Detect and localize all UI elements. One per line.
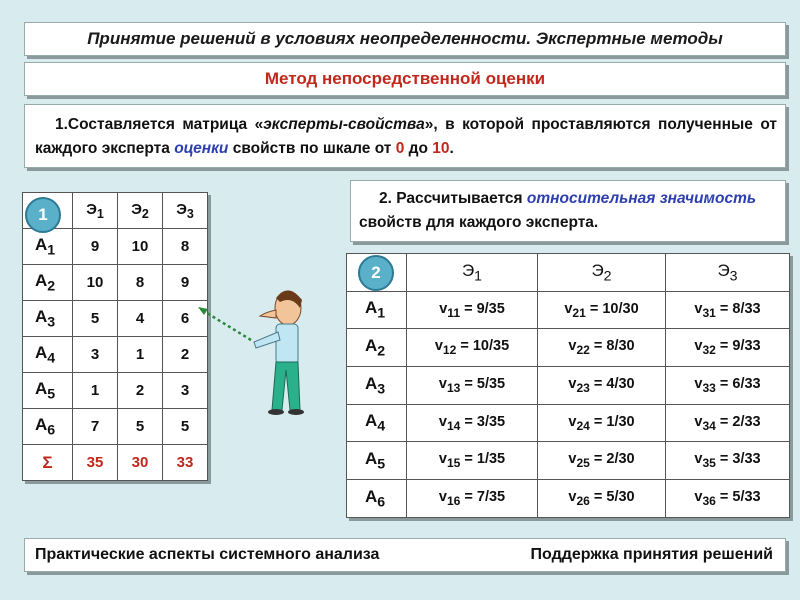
property-label <box>23 373 73 409</box>
score-cell: 5 <box>73 301 118 337</box>
expert-index: 2 <box>141 206 149 221</box>
v-letter: v <box>438 451 447 468</box>
property-label <box>347 329 407 367</box>
expert-letter: Э <box>461 260 475 280</box>
property-label <box>347 480 407 518</box>
table-row <box>23 265 208 301</box>
significance-cell <box>538 329 666 367</box>
score-cell: 2 <box>118 373 163 409</box>
expert-letter: Э <box>591 260 604 280</box>
v-letter: v <box>694 413 703 430</box>
property-letter: А <box>365 449 378 469</box>
sum-row <box>23 445 208 481</box>
expert-letter: Э <box>717 260 730 280</box>
v-value: = 1/35 <box>460 451 506 468</box>
property-index: 2 <box>47 278 56 295</box>
expert-header <box>163 193 208 229</box>
sum-symbol: Σ <box>23 445 73 481</box>
slide-title: Принятие решений в условиях неопределенности. Экспертные методы <box>24 22 786 56</box>
property-index: 6 <box>377 494 386 511</box>
property-letter: А <box>365 486 378 506</box>
presenter-figure-icon <box>196 270 316 420</box>
v-value: = 4/30 <box>589 375 635 392</box>
v-index: 33 <box>702 380 716 395</box>
expert-letter: Э <box>86 200 97 218</box>
score-cell: 3 <box>73 337 118 373</box>
table-row <box>347 404 790 442</box>
v-value: = 8/30 <box>589 338 635 355</box>
v-index: 12 <box>442 343 457 358</box>
property-letter: А <box>35 378 48 398</box>
v-letter: v <box>694 300 703 317</box>
table-row <box>23 337 208 373</box>
property-label <box>23 301 73 337</box>
property-letter: А <box>365 373 378 393</box>
v-letter: v <box>438 413 447 430</box>
footer <box>24 538 786 572</box>
step2-text: 2. Рассчитывается относительная значимость свойств для каждого эксперта. <box>350 180 786 242</box>
score-cell: 5 <box>163 409 208 445</box>
score-cell: 3 <box>163 373 208 409</box>
property-label <box>347 367 407 405</box>
table-header-row <box>347 254 790 292</box>
table-row <box>347 329 790 367</box>
property-letter: А <box>35 270 48 290</box>
property-letter: А <box>365 336 378 356</box>
property-letter: А <box>35 306 48 326</box>
table-row <box>23 373 208 409</box>
sum-cell: 33 <box>163 445 208 481</box>
expert-header <box>538 254 666 292</box>
significance-cell <box>407 291 538 329</box>
property-letter: А <box>365 411 378 431</box>
significance-cell <box>407 480 538 518</box>
significance-cell <box>407 329 538 367</box>
property-label <box>347 442 407 480</box>
v-value: = 6/33 <box>715 375 761 392</box>
property-label <box>347 404 407 442</box>
relative-significance-table <box>346 253 790 518</box>
significance-cell <box>666 367 790 405</box>
v-index: 25 <box>576 456 590 471</box>
v-value: = 2/30 <box>589 451 635 468</box>
expert-index: 3 <box>729 268 738 285</box>
footer-left: Практические аспекты системного анализа <box>35 546 380 563</box>
property-letter: А <box>35 234 48 254</box>
significance-cell <box>407 367 538 405</box>
v-letter: v <box>568 375 577 392</box>
property-index: 4 <box>377 418 386 435</box>
significance-cell <box>538 442 666 480</box>
significance-cell <box>538 404 666 442</box>
v-value: = 10/30 <box>585 300 639 317</box>
table-row <box>347 480 790 518</box>
property-index: 5 <box>47 386 56 403</box>
v-value: = 3/35 <box>460 413 506 430</box>
property-letter: А <box>35 342 48 362</box>
v-value: = 9/33 <box>715 338 761 355</box>
v-letter: v <box>694 338 703 355</box>
step-badge-2: 2 <box>358 255 394 291</box>
v-letter: v <box>438 375 447 392</box>
v-value: = 10/35 <box>456 338 510 355</box>
v-index: 36 <box>702 493 716 508</box>
v-value: = 5/33 <box>715 489 761 506</box>
v-letter: v <box>439 300 448 317</box>
v-index: 24 <box>576 418 590 433</box>
footer-right: Поддержка принятия решений <box>530 546 773 563</box>
expert-letter: Э <box>176 200 187 218</box>
v-index: 11 <box>447 305 461 320</box>
significance-cell <box>666 291 790 329</box>
table-row <box>23 229 208 265</box>
v-index: 13 <box>446 380 461 395</box>
v-letter: v <box>568 451 577 468</box>
table-row <box>347 291 790 329</box>
table-row <box>347 442 790 480</box>
score-cell: 1 <box>118 337 163 373</box>
v-value: = 7/35 <box>460 489 506 506</box>
significance-cell <box>538 367 666 405</box>
significance-cell <box>666 480 790 518</box>
score-cell: 2 <box>163 337 208 373</box>
property-index: 3 <box>47 314 56 331</box>
sum-cell: 35 <box>73 445 118 481</box>
score-cell: 8 <box>163 229 208 265</box>
expert-header <box>666 254 790 292</box>
expert-index: 2 <box>603 268 612 285</box>
property-letter: А <box>365 298 378 318</box>
expert-index: 1 <box>96 206 104 221</box>
v-index: 31 <box>702 305 716 320</box>
v-letter: v <box>694 489 703 506</box>
property-index: 5 <box>377 456 386 473</box>
step-badge-1: 1 <box>25 197 61 233</box>
table-row <box>347 367 790 405</box>
v-index: 35 <box>702 456 716 471</box>
property-index: 3 <box>377 381 386 398</box>
v-index: 26 <box>576 493 590 508</box>
property-letter: А <box>35 414 48 434</box>
v-index: 23 <box>576 380 590 395</box>
expert-index: 1 <box>474 268 483 285</box>
expert-header <box>407 254 538 292</box>
v-letter: v <box>694 375 703 392</box>
v-index: 16 <box>446 493 461 508</box>
significance-cell <box>538 480 666 518</box>
expert-header <box>118 193 163 229</box>
score-cell: 8 <box>118 265 163 301</box>
property-index: 1 <box>47 242 56 259</box>
score-cell: 10 <box>73 265 118 301</box>
score-cell: 1 <box>73 373 118 409</box>
significance-cell <box>407 442 538 480</box>
score-cell: 4 <box>118 301 163 337</box>
property-index: 6 <box>47 422 56 439</box>
method-title: Метод непосредственной оценки <box>24 62 786 96</box>
v-value: = 9/35 <box>460 300 505 317</box>
property-index: 1 <box>377 305 386 322</box>
expert-property-matrix <box>22 192 208 481</box>
significance-cell <box>407 404 538 442</box>
significance-cell <box>666 442 790 480</box>
expert-letter: Э <box>131 200 142 218</box>
v-value: = 5/35 <box>460 375 506 392</box>
v-value: = 2/33 <box>715 413 761 430</box>
step1-text: 1.Составляется матрица «эксперты-свойства», в которой проставляются полученные от каждого эксперта оценки свойств по шкале от 0 до 10. <box>24 104 786 168</box>
score-cell: 9 <box>163 265 208 301</box>
v-letter: v <box>694 451 703 468</box>
v-index: 14 <box>446 418 461 433</box>
score-cell: 9 <box>73 229 118 265</box>
v-index: 15 <box>446 456 461 471</box>
v-value: = 3/33 <box>715 451 761 468</box>
expert-header <box>73 193 118 229</box>
v-letter: v <box>564 300 573 317</box>
v-letter: v <box>434 338 443 355</box>
score-cell: 5 <box>118 409 163 445</box>
significance-cell <box>538 291 666 329</box>
property-label <box>347 291 407 329</box>
v-index: 21 <box>572 305 586 320</box>
property-label <box>23 409 73 445</box>
expert-index: 3 <box>186 206 194 221</box>
v-letter: v <box>568 489 577 506</box>
v-letter: v <box>438 489 447 506</box>
score-cell: 10 <box>118 229 163 265</box>
score-cell: 6 <box>163 301 208 337</box>
significance-cell <box>666 404 790 442</box>
sum-cell: 30 <box>118 445 163 481</box>
property-label <box>23 265 73 301</box>
score-cell: 7 <box>73 409 118 445</box>
property-label <box>23 337 73 373</box>
v-letter: v <box>568 413 577 430</box>
table-row <box>23 409 208 445</box>
table-row <box>23 301 208 337</box>
property-index: 2 <box>377 343 386 360</box>
property-label <box>23 229 73 265</box>
v-value: = 5/30 <box>589 489 635 506</box>
significance-cell <box>666 329 790 367</box>
v-index: 32 <box>702 343 716 358</box>
v-letter: v <box>568 338 577 355</box>
v-index: 22 <box>576 343 590 358</box>
property-index: 4 <box>47 350 56 367</box>
v-value: = 8/33 <box>715 300 761 317</box>
v-index: 34 <box>702 418 716 433</box>
v-value: = 1/30 <box>589 413 635 430</box>
